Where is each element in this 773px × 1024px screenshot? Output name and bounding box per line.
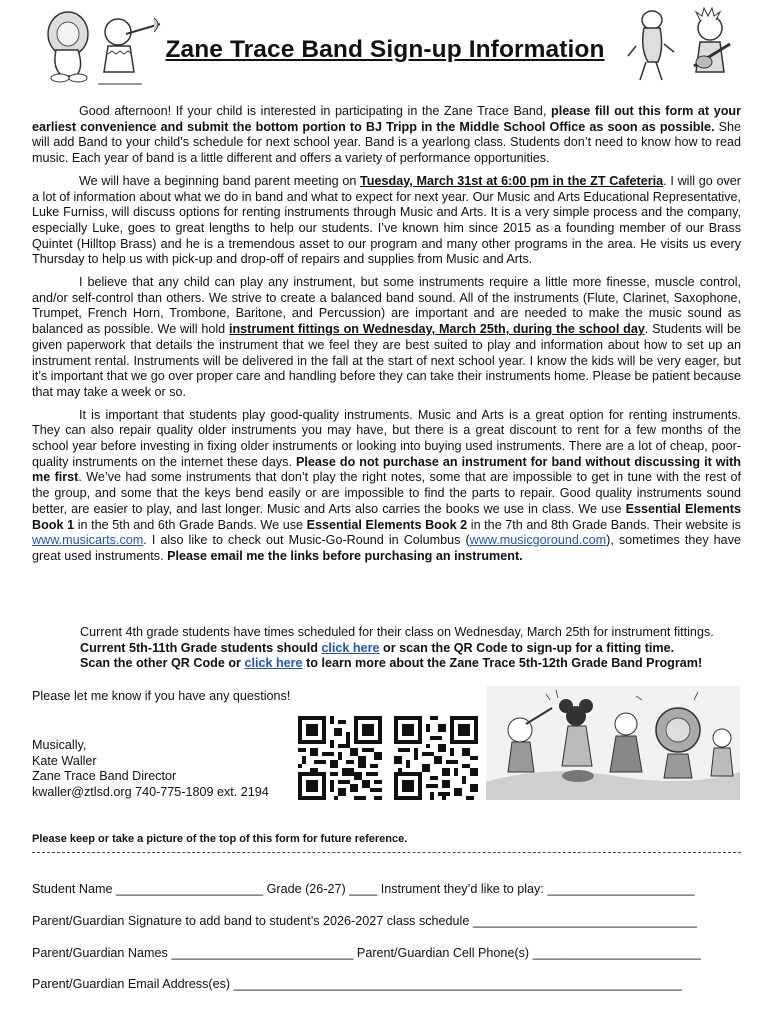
instrument-label: Instrument they’d like to play: xyxy=(380,882,544,896)
paragraph-instruments-text-2: . Students will be given paperwork that details the instrument that we feel they are best suited to play and information about how to set up an instrument rental. Instruments will be delivered in the fall at the start of next school year. I know the kids will be very eager, but it’s important that we go over proper care and handling before they can take their instruments home. Please be patient because that may take a week or so. xyxy=(32,322,741,399)
form-row-signature xyxy=(32,914,742,928)
letter-body xyxy=(32,104,741,572)
signature-block xyxy=(32,738,269,801)
program-click-here-link[interactable]: click here xyxy=(244,656,303,671)
program-text: Scan the other QR Code or xyxy=(80,656,245,671)
paragraph-quality-text-5: . I also like to check out Music-Go-Round in Columbus ( xyxy=(143,533,470,548)
form-row-student xyxy=(32,882,742,896)
paragraph-intro-text-2: She will add Band to your child’s schedule for next school year. Band is a yearlong class. Students don’t need to know how to read music. Each year of band is a little different and offers a variety of performance opportunities. xyxy=(32,119,741,166)
keep-note: Please keep or take a picture of the top of this form for future reference. xyxy=(32,833,408,845)
paragraph-quality xyxy=(32,408,741,565)
guardian-signature-field[interactable]: ________________________________ xyxy=(472,914,697,928)
instrument-field[interactable]: _____________________ xyxy=(547,882,695,896)
current-5th-11th-line xyxy=(80,641,760,657)
paragraph-instruments-text: I believe that any child can play any instrument, but some instruments require a little more finesse, muscle control, and/or self-control than others. We strive to create a balanced band sound. All of the instruments (Flute, Clarinet, Saxophone, Trumpet, French Horn, Trombone, Baritone, and Percussion) are important and are needed to make the music sound as balanced as possible. We will hold xyxy=(32,275,741,337)
cartoon-musicians-illustration xyxy=(624,6,740,86)
paragraph-quality-text-6: ), sometimes they have great used instruments. xyxy=(32,533,741,563)
form-row-email xyxy=(32,977,742,991)
program-qr-code[interactable] xyxy=(394,716,478,800)
student-name-field[interactable]: _____________________ xyxy=(116,882,264,896)
cut-line xyxy=(32,852,741,853)
paragraph-quality-text-4: in the 7th and 8th Grade Bands. Their website is xyxy=(467,517,741,532)
guardian-phone-label: Parent/Guardian Cell Phone(s) xyxy=(356,946,530,960)
paragraph-quality-text-2: . We’ve had some instruments that don’t play the right notes, some that are impossible to get in tune with the rest of the group, and some that the keys bend easily or are impossible to find the parts to repair. Good quality instruments sound better, are easier to play, and last longer. Music and Arts also carries the books we use in class. We use xyxy=(32,470,741,516)
student-name-label: Student Name xyxy=(32,882,113,896)
guardian-phone-field[interactable]: ________________________ xyxy=(532,946,701,960)
guardian-email-field[interactable]: ________________________________________________________________ xyxy=(233,977,682,991)
email-links-note: Please email me the links before purchasing an instrument. xyxy=(167,548,523,563)
cartoon-band-illustration xyxy=(486,686,740,800)
signup-qr-code[interactable] xyxy=(298,716,382,800)
signup-text-2: or scan the QR Code to sign-up for a fitting time. xyxy=(379,640,675,655)
paragraph-quality-text-3: in the 5th and 6th Grade Bands. We use xyxy=(74,517,307,532)
musicarts-link[interactable]: www.musicarts.com xyxy=(32,533,144,548)
current-students-section xyxy=(80,625,760,672)
paragraph-intro xyxy=(32,104,741,167)
signature-role: Zane Trace Band Director xyxy=(32,769,177,784)
questions-text: Please let me know if you have any questions! xyxy=(32,689,291,703)
paragraph-meeting-text-2: . I will go over a lot of information about what we do in band and what to expect for next year. Our Music and Arts Educational Representative, Luke Furniss, will discuss options for renting instruments through Music and Arts. It is a very simple process and the company, especially Luke, goes to great lengths to help our students. I’ve known him since 2015 as a founding member of our Brass Quintet (Hilltop Brass) and he is a tremendous asset to our program and many other programs in the area. He visits us every Thursday to help us with pick-up and drop-off of repairs and supplies from Music and Arts. xyxy=(32,173,741,267)
signature-closing: Musically, xyxy=(32,738,87,752)
signature-name: Kate Waller xyxy=(32,753,97,768)
book-2: Essential Elements Book 2 xyxy=(306,517,468,532)
musicgoround-link[interactable]: www.musicgoround.com xyxy=(469,533,607,548)
guardian-email-label: Parent/Guardian Email Address(es) xyxy=(32,977,231,991)
paragraph-intro-instruction: please fill out this form at your earliest convenience and submit the bottom portion to BJ Tripp in the Middle School Office as soon as possible. xyxy=(32,104,742,134)
form-row-guardian xyxy=(32,946,742,960)
paragraph-meeting xyxy=(32,174,741,268)
program-text-2: to learn more about the Zane Trace 5th-12th Grade Band Program! xyxy=(302,656,703,671)
grade-label: Grade (26-27) xyxy=(266,882,346,896)
paragraph-quality-text: It is important that students play good-quality instruments. Music and Arts is a great option for renting instruments. They can also repair quality older instruments you may have, but there is a great discount to rent for a few months of the school year before investing in fixing older instruments or looking into buying used instruments. There are a lot of cheap, poor-quality instruments on the internet these days. xyxy=(32,407,741,469)
book-1: Essential Elements Book 1 xyxy=(32,501,741,532)
paragraph-intro-text: Good afternoon! If your child is interested in participating in the Zane Trace Band, xyxy=(79,104,551,118)
guardian-names-field[interactable]: __________________________ xyxy=(171,946,354,960)
snoopy-tuba-illustration xyxy=(38,6,166,86)
paragraph-meeting-text: We will have a beginning band parent meeting on xyxy=(79,173,361,188)
grade-field[interactable]: ____ xyxy=(349,882,378,896)
paragraph-instruments xyxy=(32,275,741,401)
page-title: Zane Trace Band Sign-up Information xyxy=(165,36,605,63)
guardian-names-label: Parent/Guardian Names xyxy=(32,946,168,960)
signup-click-here-link[interactable]: click here xyxy=(321,640,380,655)
fitting-date: instrument fittings on Wednesday, March 25th, during the school day xyxy=(228,322,645,337)
current-4th-grade-line: Current 4th grade students have times scheduled for their class on Wednesday, March 25th for instrument fittings. xyxy=(80,625,714,639)
signup-text: Current 5th-11th Grade students should xyxy=(80,640,322,655)
signature-contact: kwaller@ztlsd.org 740-775-1809 ext. 2194 xyxy=(32,785,269,800)
purchase-warning: Please do not purchase an instrument for band without discussing it with me first xyxy=(32,454,741,485)
guardian-signature-label: Parent/Guardian Signature to add band to student’s 2026-2027 class schedule xyxy=(32,914,470,928)
meeting-date: Tuesday, March 31st at 6:00 pm in the ZT Cafeteria xyxy=(360,173,664,188)
program-info-line xyxy=(80,656,760,672)
